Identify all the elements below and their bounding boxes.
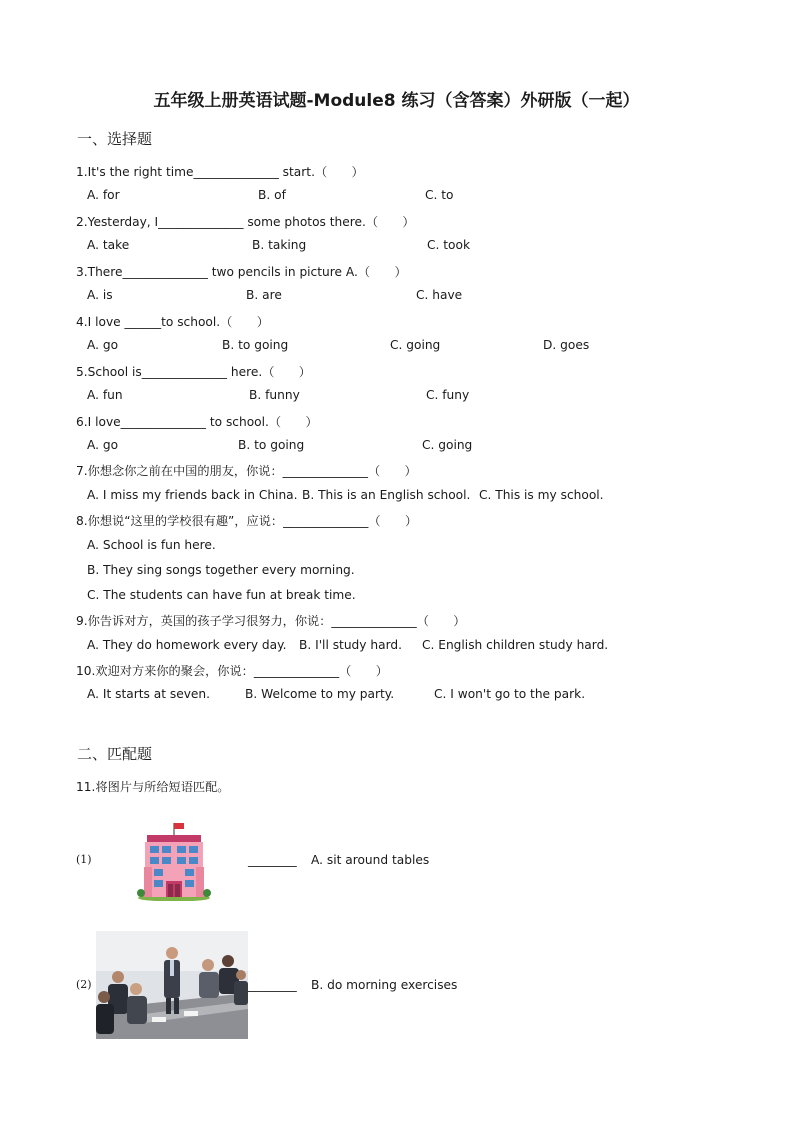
option: B. I'll study hard. bbox=[299, 638, 402, 652]
option: A. is bbox=[87, 288, 113, 302]
option: C. I won't go to the park. bbox=[434, 687, 586, 701]
question-stem: 10.欢迎对方来你的聚会，你说：______________（ ） bbox=[76, 664, 388, 678]
option: C. This is my school. bbox=[479, 488, 604, 502]
match-item-number: (1) bbox=[76, 853, 92, 866]
option: B. This is an English school. bbox=[302, 488, 471, 502]
classroom-photo bbox=[96, 931, 248, 1039]
school-building-image bbox=[137, 821, 211, 901]
option: C. going bbox=[390, 338, 441, 352]
answer-blank[interactable]: ________ bbox=[248, 853, 297, 867]
question-stem: 2.Yesterday, I______________ some photos there.（ ） bbox=[76, 215, 415, 229]
option: C. have bbox=[416, 288, 463, 302]
option: C. going bbox=[422, 438, 473, 452]
option: A. They do homework every day. bbox=[87, 638, 287, 652]
option: A. for bbox=[87, 188, 120, 202]
option: C. The students can have fun at break time. bbox=[87, 588, 356, 602]
option: A. go bbox=[87, 438, 119, 452]
question-stem: 3.There______________ two pencils in picture A.（ ） bbox=[76, 265, 407, 279]
section-heading-choice: 一、选择题 bbox=[77, 130, 153, 148]
option: D. goes bbox=[543, 338, 590, 352]
option: A. fun bbox=[87, 388, 123, 402]
question-stem: 5.School is______________ here.（ ） bbox=[76, 365, 311, 379]
question-stem: 4.I love ______to school.（ ） bbox=[76, 315, 269, 329]
question-stem: 7.你想念你之前在中国的朋友，你说：______________（ ） bbox=[76, 464, 417, 478]
option: C. English children study hard. bbox=[422, 638, 609, 652]
option: B. taking bbox=[252, 238, 307, 252]
question-stem: 6.I love______________ to school.（ ） bbox=[76, 415, 318, 429]
match-item-number: (2) bbox=[76, 978, 92, 991]
page-title: 五年级上册英语试题-Module8 练习（含答案）外研版（一起） bbox=[153, 91, 640, 111]
question-stem: 8.你想说“这里的学校很有趣”，应说：______________（ ） bbox=[76, 514, 418, 528]
option: C. took bbox=[427, 238, 471, 252]
option: B. They sing songs together every morning. bbox=[87, 563, 355, 577]
match-phrase: A. sit around tables bbox=[311, 853, 430, 867]
answer-blank[interactable]: ________ bbox=[248, 978, 297, 992]
section-heading-match: 二、匹配题 bbox=[77, 745, 153, 763]
option: C. funy bbox=[426, 388, 470, 402]
option: A. I miss my friends back in China. bbox=[87, 488, 298, 502]
option: B. to going bbox=[222, 338, 289, 352]
option: B. funny bbox=[249, 388, 300, 402]
option: B. Welcome to my party. bbox=[245, 687, 395, 701]
option: B. of bbox=[258, 188, 286, 202]
question-stem: 9.你告诉对方，英国的孩子学习很努力，你说：______________（ ） bbox=[76, 614, 466, 628]
option: C. to bbox=[425, 188, 454, 202]
question-stem: 11.将图片与所给短语匹配。 bbox=[76, 780, 230, 794]
question-stem: 1.It's the right time______________ start.（ ） bbox=[76, 165, 364, 179]
option: B. to going bbox=[238, 438, 305, 452]
match-phrase: B. do morning exercises bbox=[311, 978, 458, 992]
option: B. are bbox=[246, 288, 282, 302]
option: A. School is fun here. bbox=[87, 538, 216, 552]
option: A. It starts at seven. bbox=[87, 687, 211, 701]
option: A. take bbox=[87, 238, 130, 252]
option: A. go bbox=[87, 338, 119, 352]
